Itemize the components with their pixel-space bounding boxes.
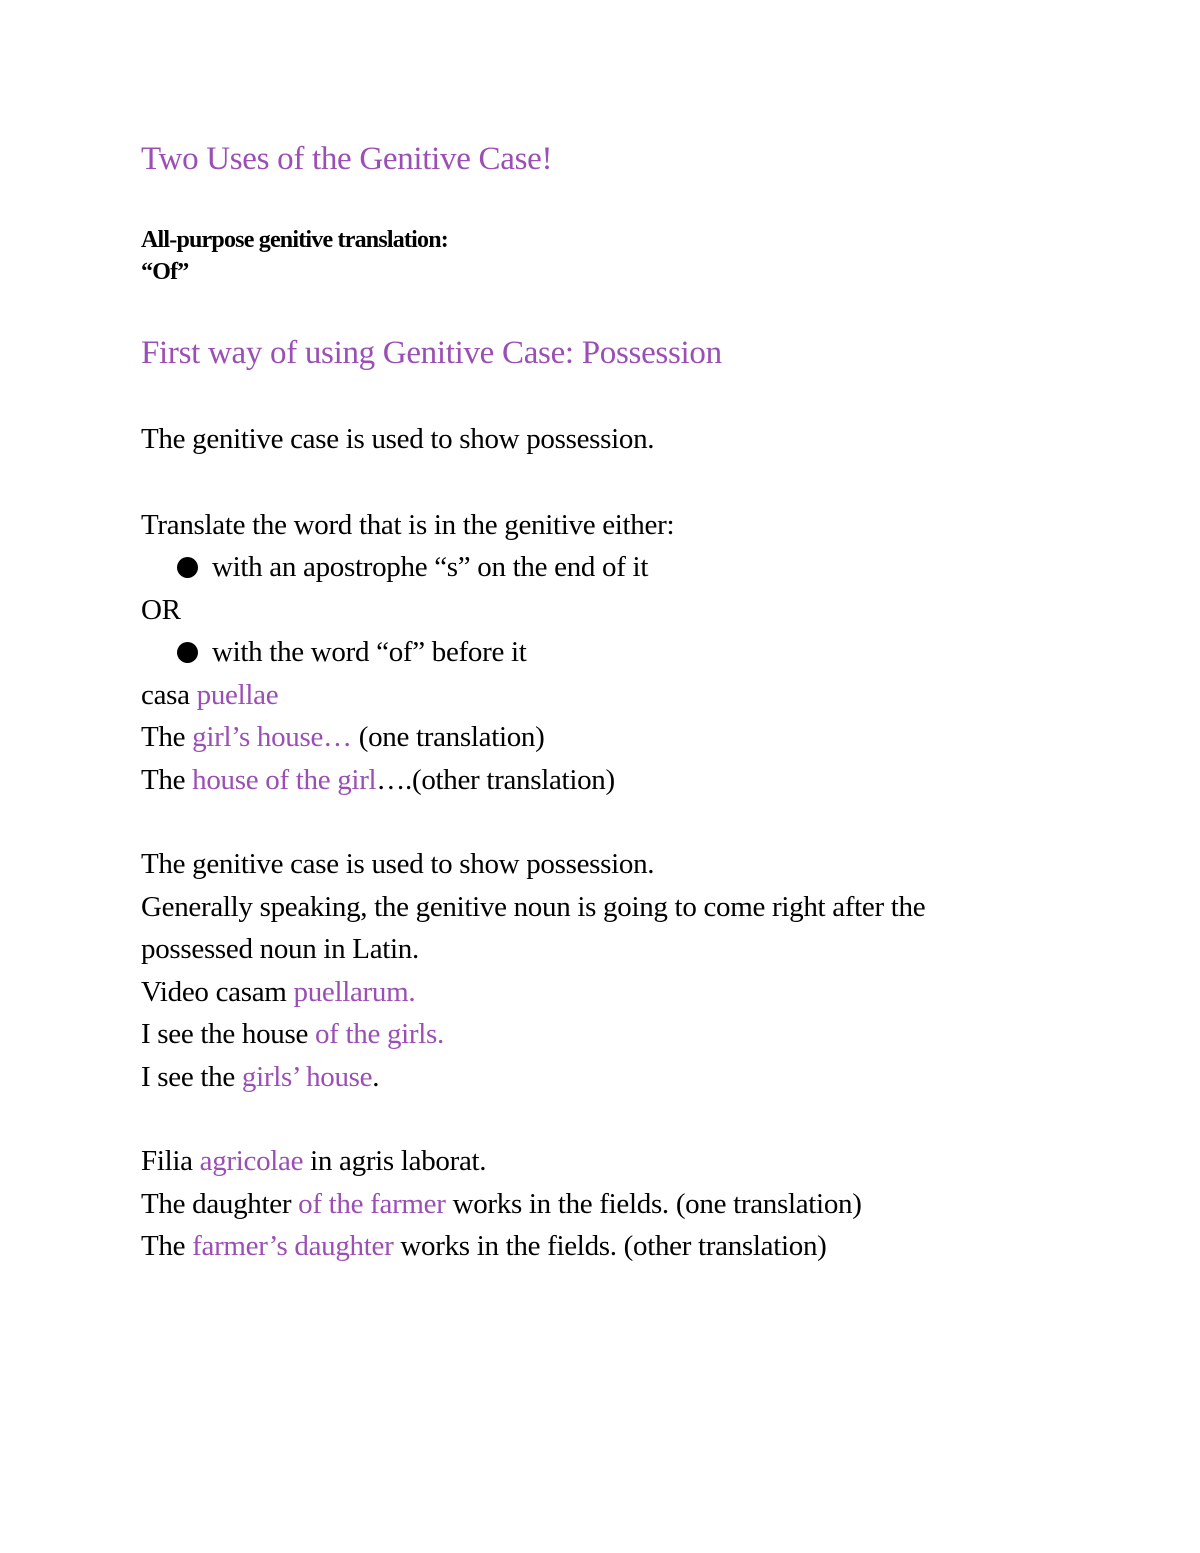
genitive-highlight: farmer’s daughter bbox=[192, 1230, 394, 1262]
genitive-highlight: agricolae bbox=[199, 1145, 304, 1177]
plain-text: works in the fields. (other translation) bbox=[393, 1230, 827, 1262]
or-text: OR bbox=[141, 593, 181, 626]
plain-text: The bbox=[141, 721, 193, 753]
plain-text: Filia bbox=[141, 1145, 200, 1177]
example-translation bbox=[141, 1225, 1101, 1268]
translate-prompt: Translate the word that is in the genitive either: bbox=[141, 508, 675, 541]
bullet-item bbox=[141, 546, 1101, 589]
plain-text: casa bbox=[141, 678, 197, 711]
spacer bbox=[141, 801, 1101, 843]
section-heading: First way of using Genitive Case: Possession bbox=[141, 335, 722, 371]
punctuation: . bbox=[408, 975, 416, 1008]
spacer bbox=[141, 374, 1101, 418]
example-translation bbox=[141, 759, 1101, 802]
example-latin bbox=[141, 1140, 1101, 1183]
spacer bbox=[141, 180, 1101, 222]
punctuation: . bbox=[372, 1060, 380, 1093]
plain-text: in agris laborat. bbox=[303, 1145, 487, 1177]
document-title: Two Uses of the Genitive Case! bbox=[141, 141, 553, 177]
all-purpose-value: “Of” bbox=[141, 259, 189, 285]
bullet-icon bbox=[177, 642, 198, 663]
plain-text: ….(other translation) bbox=[376, 763, 615, 796]
example-latin bbox=[141, 971, 1101, 1014]
plain-text: The bbox=[141, 763, 193, 796]
example-translation bbox=[141, 1056, 1101, 1099]
plain-text: (one translation) bbox=[351, 721, 545, 753]
plain-text: The daughter bbox=[141, 1187, 299, 1220]
plain-text: The bbox=[141, 1230, 193, 1262]
repeat-sentence: The genitive case is used to show possession. bbox=[141, 848, 655, 880]
genitive-highlight: puellae bbox=[196, 678, 279, 711]
spacer bbox=[141, 290, 1101, 332]
plain-text: works in the fields. (one translation) bbox=[445, 1187, 862, 1220]
document-page bbox=[141, 138, 1101, 1268]
genitive-highlight: girls’ house bbox=[241, 1060, 373, 1093]
bullet-text: with the word “of” before it bbox=[212, 636, 527, 668]
example-translation bbox=[141, 716, 1101, 759]
genitive-highlight: girl’s house… bbox=[192, 721, 352, 753]
spacer bbox=[141, 461, 1101, 504]
generally-sentence: Generally speaking, the genitive noun is going to come right after the possessed noun in Latin. bbox=[141, 890, 926, 965]
all-purpose-label: All-purpose genitive translation: bbox=[141, 227, 448, 253]
genitive-highlight: house of the girl bbox=[192, 763, 377, 796]
plain-text: Video casam bbox=[141, 975, 294, 1008]
genitive-highlight: of the girls bbox=[314, 1018, 438, 1050]
genitive-highlight: puellarum bbox=[293, 975, 409, 1008]
plain-text: I see the house bbox=[141, 1018, 315, 1050]
example-translation bbox=[141, 1183, 1101, 1226]
genitive-highlight: of the farmer bbox=[298, 1187, 446, 1220]
example-latin bbox=[141, 674, 1101, 717]
bullet-item bbox=[141, 631, 1101, 674]
bullet-icon bbox=[177, 557, 198, 578]
punctuation: . bbox=[437, 1018, 444, 1050]
plain-text: I see the bbox=[141, 1060, 242, 1093]
example-translation bbox=[141, 1013, 1101, 1056]
bullet-text: with an apostrophe “s” on the end of it bbox=[212, 551, 649, 583]
spacer bbox=[141, 1098, 1101, 1140]
intro-sentence: The genitive case is used to show possession. bbox=[141, 423, 655, 455]
